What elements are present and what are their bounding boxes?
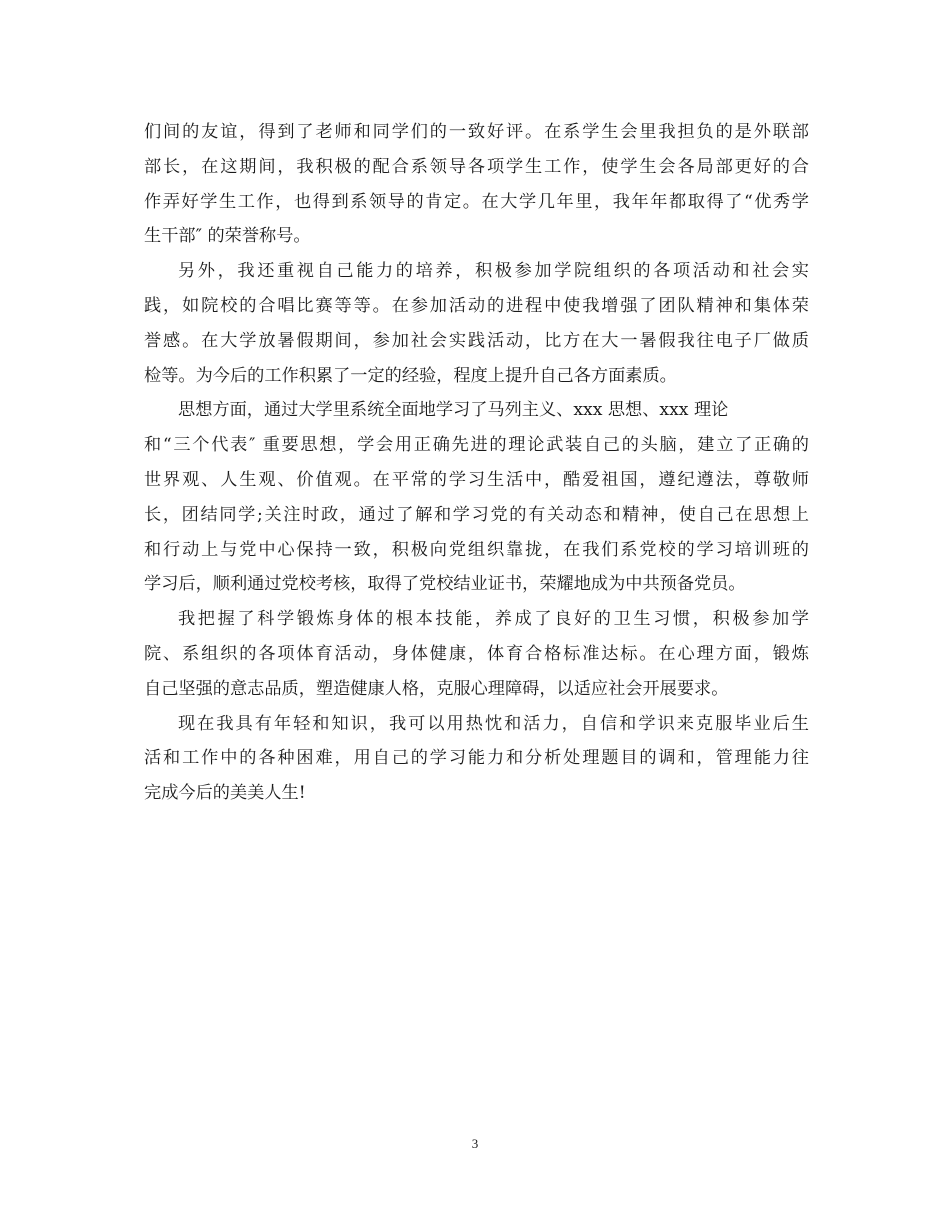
text-line: 部长，在这期间，我积极的配合系领导各项学生工作，使学生会各局部更好的合 [144, 156, 809, 177]
text-line: 和“三个代表″ 重要思想，学会用正确先进的理论武装自己的头脑，建立了正确的 [144, 435, 809, 456]
text-line: 我把握了科学锻炼身体的根本技能，养成了良好的卫生习惯，积极参加学 [178, 609, 809, 630]
text-line: 作弄好学生工作，也得到系领导的肯定。在大学几年里，我年年都取得了“优秀学 [144, 191, 809, 212]
text-line: 长，团结同学;关注时政，通过了解和学习党的有关动态和精神，使自己在思想上 [144, 504, 809, 525]
text-line: 世界观、人生观、价值观。在平常的学习生活中，酷爱祖国，遵纪遵法，尊敬师 [144, 469, 809, 490]
page-number: 3 [471, 1136, 479, 1151]
text-line: 自己坚强的意志品质，塑造健康人格，克服心理障碍，以适应社会开展要求。 [144, 678, 729, 699]
paragraph-3 [144, 393, 809, 602]
text-line: 检等。为今后的工作积累了一定的经验，程度上提升自己各方面素质。 [144, 365, 677, 386]
text-line: 院、系组织的各项体育活动，身体健康，体育合格标准达标。在心理方面，锻炼 [144, 643, 809, 664]
text-line: 另外，我还重视自己能力的培养，积极参加学院组织的各项活动和社会实 [178, 261, 809, 282]
text-line: 思想方面，通过大学里系统全面地学习了马列主义、xxx 思想、xxx 理论 [178, 400, 729, 421]
text-line: 生干部″ 的荣誉称号。 [144, 226, 311, 247]
body-text [144, 115, 809, 811]
text-line: 践，如院校的合唱比赛等等。在参加活动的进程中使我增强了团队精神和集体荣 [144, 295, 809, 316]
text-line: 们间的友谊，得到了老师和同学们的一致好评。在系学生会里我担负的是外联部 [144, 122, 809, 142]
text-line: 和行动上与党中心保持一致，积极向党组织靠拢，在我们系党校的学习培训班的 [144, 539, 809, 560]
text-line: 现在我具有年轻和知识，我可以用热忱和活力，自信和学识来克服毕业后生 [178, 713, 809, 734]
text-line: 学习后，顺利通过党校考核，取得了党校结业证书，荣耀地成为中共预备党员。 [144, 574, 746, 595]
text-line: 完成今后的美美人生! [144, 783, 306, 804]
paragraph-2 [144, 254, 809, 393]
paragraph-5 [144, 707, 809, 811]
paragraph-4 [144, 602, 809, 706]
text-line: 誉感。在大学放暑假期间，参加社会实践活动，比方在大一暑假我往电子厂做质 [144, 330, 809, 351]
text-line: 活和工作中的各种困难，用自己的学习能力和分析处理题目的调和，管理能力往 [144, 748, 809, 769]
paragraph-1 [144, 115, 809, 254]
